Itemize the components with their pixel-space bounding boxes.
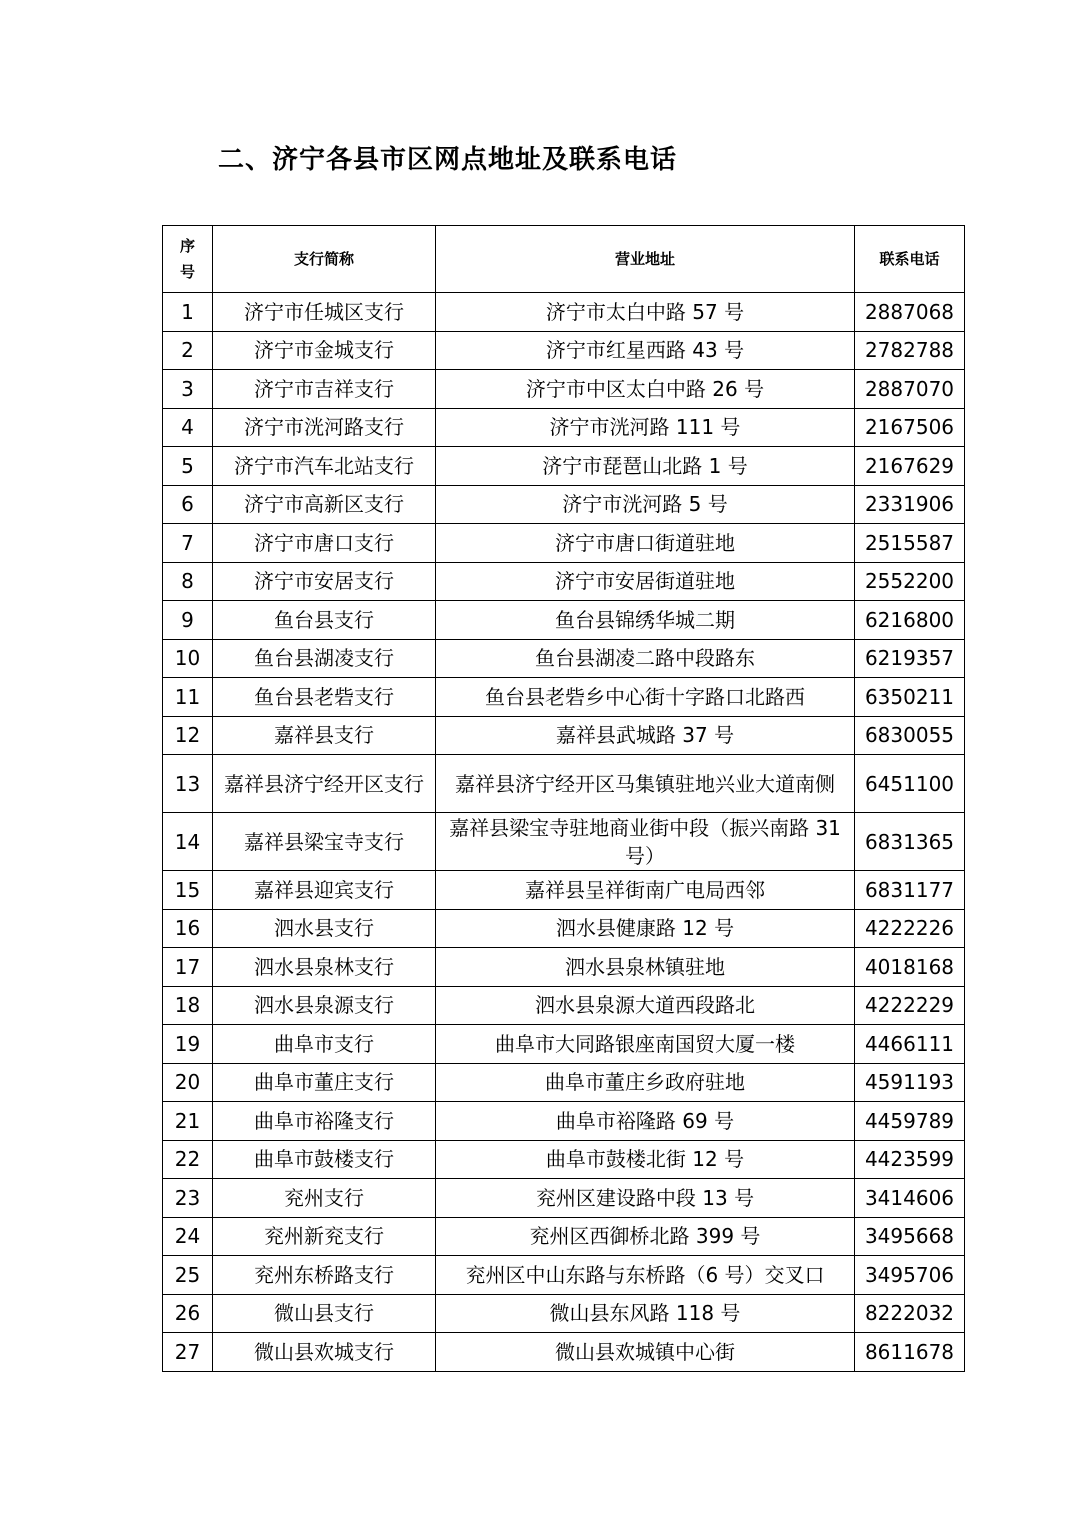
row-seq: 23	[163, 1179, 213, 1218]
row-name: 泗水县泉源支行	[213, 986, 436, 1025]
row-address: 曲阜市鼓楼北街 12 号	[436, 1140, 855, 1179]
table-row	[163, 948, 965, 987]
table-row	[163, 639, 965, 678]
header-seq: 序号	[163, 226, 213, 293]
row-name: 泗水县支行	[213, 909, 436, 948]
row-seq: 8	[163, 562, 213, 601]
table-row	[163, 1294, 965, 1333]
table-row	[163, 601, 965, 640]
page-title: 二、济宁各县市区网点地址及联系电话	[218, 145, 678, 175]
row-name: 嘉祥县梁宝寺支行	[213, 813, 436, 871]
row-address: 济宁市洸河路 5 号	[436, 485, 855, 524]
row-seq: 24	[163, 1217, 213, 1256]
row-address: 兖州区西御桥北路 399 号	[436, 1217, 855, 1256]
table-row	[163, 370, 965, 409]
row-seq: 25	[163, 1256, 213, 1295]
table-row	[163, 1333, 965, 1372]
row-name: 微山县支行	[213, 1294, 436, 1333]
row-phone: 6830055	[855, 716, 965, 755]
row-name: 鱼台县湖凌支行	[213, 639, 436, 678]
table-row	[163, 755, 965, 813]
row-phone: 4222229	[855, 986, 965, 1025]
row-address: 济宁市唐口街道驻地	[436, 524, 855, 563]
row-seq: 9	[163, 601, 213, 640]
row-address: 济宁市太白中路 57 号	[436, 293, 855, 332]
row-seq: 19	[163, 1025, 213, 1064]
table-row	[163, 909, 965, 948]
row-seq: 26	[163, 1294, 213, 1333]
table-row	[163, 408, 965, 447]
row-phone: 2887070	[855, 370, 965, 409]
row-address: 济宁市安居街道驻地	[436, 562, 855, 601]
row-address: 鱼台县锦绣华城二期	[436, 601, 855, 640]
header-phone: 联系电话	[855, 226, 965, 293]
row-seq: 11	[163, 678, 213, 717]
row-name: 济宁市高新区支行	[213, 485, 436, 524]
row-address: 微山县欢城镇中心街	[436, 1333, 855, 1372]
row-address: 鱼台县老砦乡中心街十字路口北路西	[436, 678, 855, 717]
row-seq: 21	[163, 1102, 213, 1141]
row-phone: 6831177	[855, 871, 965, 910]
row-name: 济宁市洸河路支行	[213, 408, 436, 447]
row-seq: 27	[163, 1333, 213, 1372]
row-address: 曲阜市董庄乡政府驻地	[436, 1063, 855, 1102]
row-seq: 20	[163, 1063, 213, 1102]
table-row	[163, 1102, 965, 1141]
row-phone: 2331906	[855, 485, 965, 524]
row-phone: 3495668	[855, 1217, 965, 1256]
row-seq: 6	[163, 485, 213, 524]
row-name: 泗水县泉林支行	[213, 948, 436, 987]
row-phone: 4466111	[855, 1025, 965, 1064]
row-seq: 15	[163, 871, 213, 910]
row-phone: 2887068	[855, 293, 965, 332]
row-phone: 3495706	[855, 1256, 965, 1295]
table-row	[163, 678, 965, 717]
row-address: 济宁市中区太白中路 26 号	[436, 370, 855, 409]
row-phone: 4459789	[855, 1102, 965, 1141]
row-seq: 10	[163, 639, 213, 678]
row-phone: 4018168	[855, 948, 965, 987]
row-address: 嘉祥县武城路 37 号	[436, 716, 855, 755]
row-phone: 4222226	[855, 909, 965, 948]
row-address: 嘉祥县济宁经开区马集镇驻地兴业大道南侧	[436, 755, 855, 813]
table-row	[163, 813, 965, 871]
row-address: 微山县东风路 118 号	[436, 1294, 855, 1333]
row-seq: 13	[163, 755, 213, 813]
row-name: 济宁市唐口支行	[213, 524, 436, 563]
table-row	[163, 293, 965, 332]
row-address: 济宁市洸河路 111 号	[436, 408, 855, 447]
row-phone: 8222032	[855, 1294, 965, 1333]
row-seq: 12	[163, 716, 213, 755]
row-phone: 2515587	[855, 524, 965, 563]
row-seq: 16	[163, 909, 213, 948]
row-name: 济宁市汽车北站支行	[213, 447, 436, 486]
table-header-row	[163, 226, 965, 293]
row-phone: 4423599	[855, 1140, 965, 1179]
table-row	[163, 986, 965, 1025]
branch-table	[162, 225, 965, 1372]
row-address: 嘉祥县呈祥街南广电局西邻	[436, 871, 855, 910]
row-phone: 3414606	[855, 1179, 965, 1218]
row-name: 兖州新兖支行	[213, 1217, 436, 1256]
table-row	[163, 1179, 965, 1218]
row-name: 曲阜市鼓楼支行	[213, 1140, 436, 1179]
row-name: 济宁市安居支行	[213, 562, 436, 601]
row-phone: 6219357	[855, 639, 965, 678]
row-phone: 8611678	[855, 1333, 965, 1372]
table-row	[163, 1025, 965, 1064]
row-address: 兖州区建设路中段 13 号	[436, 1179, 855, 1218]
row-seq: 5	[163, 447, 213, 486]
row-phone: 4591193	[855, 1063, 965, 1102]
row-name: 嘉祥县支行	[213, 716, 436, 755]
table-row	[163, 1140, 965, 1179]
row-phone: 6451100	[855, 755, 965, 813]
row-phone: 2552200	[855, 562, 965, 601]
row-name: 兖州东桥路支行	[213, 1256, 436, 1295]
row-address: 曲阜市裕隆路 69 号	[436, 1102, 855, 1141]
header-name: 支行简称	[213, 226, 436, 293]
row-name: 微山县欢城支行	[213, 1333, 436, 1372]
row-seq: 1	[163, 293, 213, 332]
row-name: 济宁市吉祥支行	[213, 370, 436, 409]
table-row	[163, 871, 965, 910]
row-name: 兖州支行	[213, 1179, 436, 1218]
row-name: 鱼台县支行	[213, 601, 436, 640]
row-address: 鱼台县湖凌二路中段路东	[436, 639, 855, 678]
row-name: 嘉祥县济宁经开区支行	[213, 755, 436, 813]
row-address: 济宁市红星西路 43 号	[436, 331, 855, 370]
table-row	[163, 716, 965, 755]
row-name: 曲阜市裕隆支行	[213, 1102, 436, 1141]
row-phone: 6216800	[855, 601, 965, 640]
row-phone: 2167629	[855, 447, 965, 486]
table-row	[163, 1217, 965, 1256]
row-seq: 4	[163, 408, 213, 447]
row-name: 济宁市任城区支行	[213, 293, 436, 332]
row-phone: 2782788	[855, 331, 965, 370]
row-address: 曲阜市大同路银座南国贸大厦一楼	[436, 1025, 855, 1064]
row-seq: 17	[163, 948, 213, 987]
row-address: 泗水县健康路 12 号	[436, 909, 855, 948]
row-address: 济宁市琵琶山北路 1 号	[436, 447, 855, 486]
table-row	[163, 1063, 965, 1102]
row-name: 曲阜市董庄支行	[213, 1063, 436, 1102]
row-address: 泗水县泉林镇驻地	[436, 948, 855, 987]
table-row	[163, 447, 965, 486]
table-row	[163, 524, 965, 563]
row-address: 泗水县泉源大道西段路北	[436, 986, 855, 1025]
row-seq: 22	[163, 1140, 213, 1179]
header-address: 营业地址	[436, 226, 855, 293]
row-phone: 6831365	[855, 813, 965, 871]
row-phone: 6350211	[855, 678, 965, 717]
row-phone: 2167506	[855, 408, 965, 447]
row-seq: 3	[163, 370, 213, 409]
table-row	[163, 562, 965, 601]
table-row	[163, 1256, 965, 1295]
row-address: 兖州区中山东路与东桥路（6 号）交叉口	[436, 1256, 855, 1295]
row-seq: 18	[163, 986, 213, 1025]
row-seq: 7	[163, 524, 213, 563]
row-name: 鱼台县老砦支行	[213, 678, 436, 717]
row-name: 曲阜市支行	[213, 1025, 436, 1064]
row-name: 济宁市金城支行	[213, 331, 436, 370]
row-address: 嘉祥县梁宝寺驻地商业街中段（振兴南路 31 号）	[436, 813, 855, 871]
row-seq: 2	[163, 331, 213, 370]
row-seq: 14	[163, 813, 213, 871]
table-row	[163, 331, 965, 370]
row-name: 嘉祥县迎宾支行	[213, 871, 436, 910]
table-row	[163, 485, 965, 524]
